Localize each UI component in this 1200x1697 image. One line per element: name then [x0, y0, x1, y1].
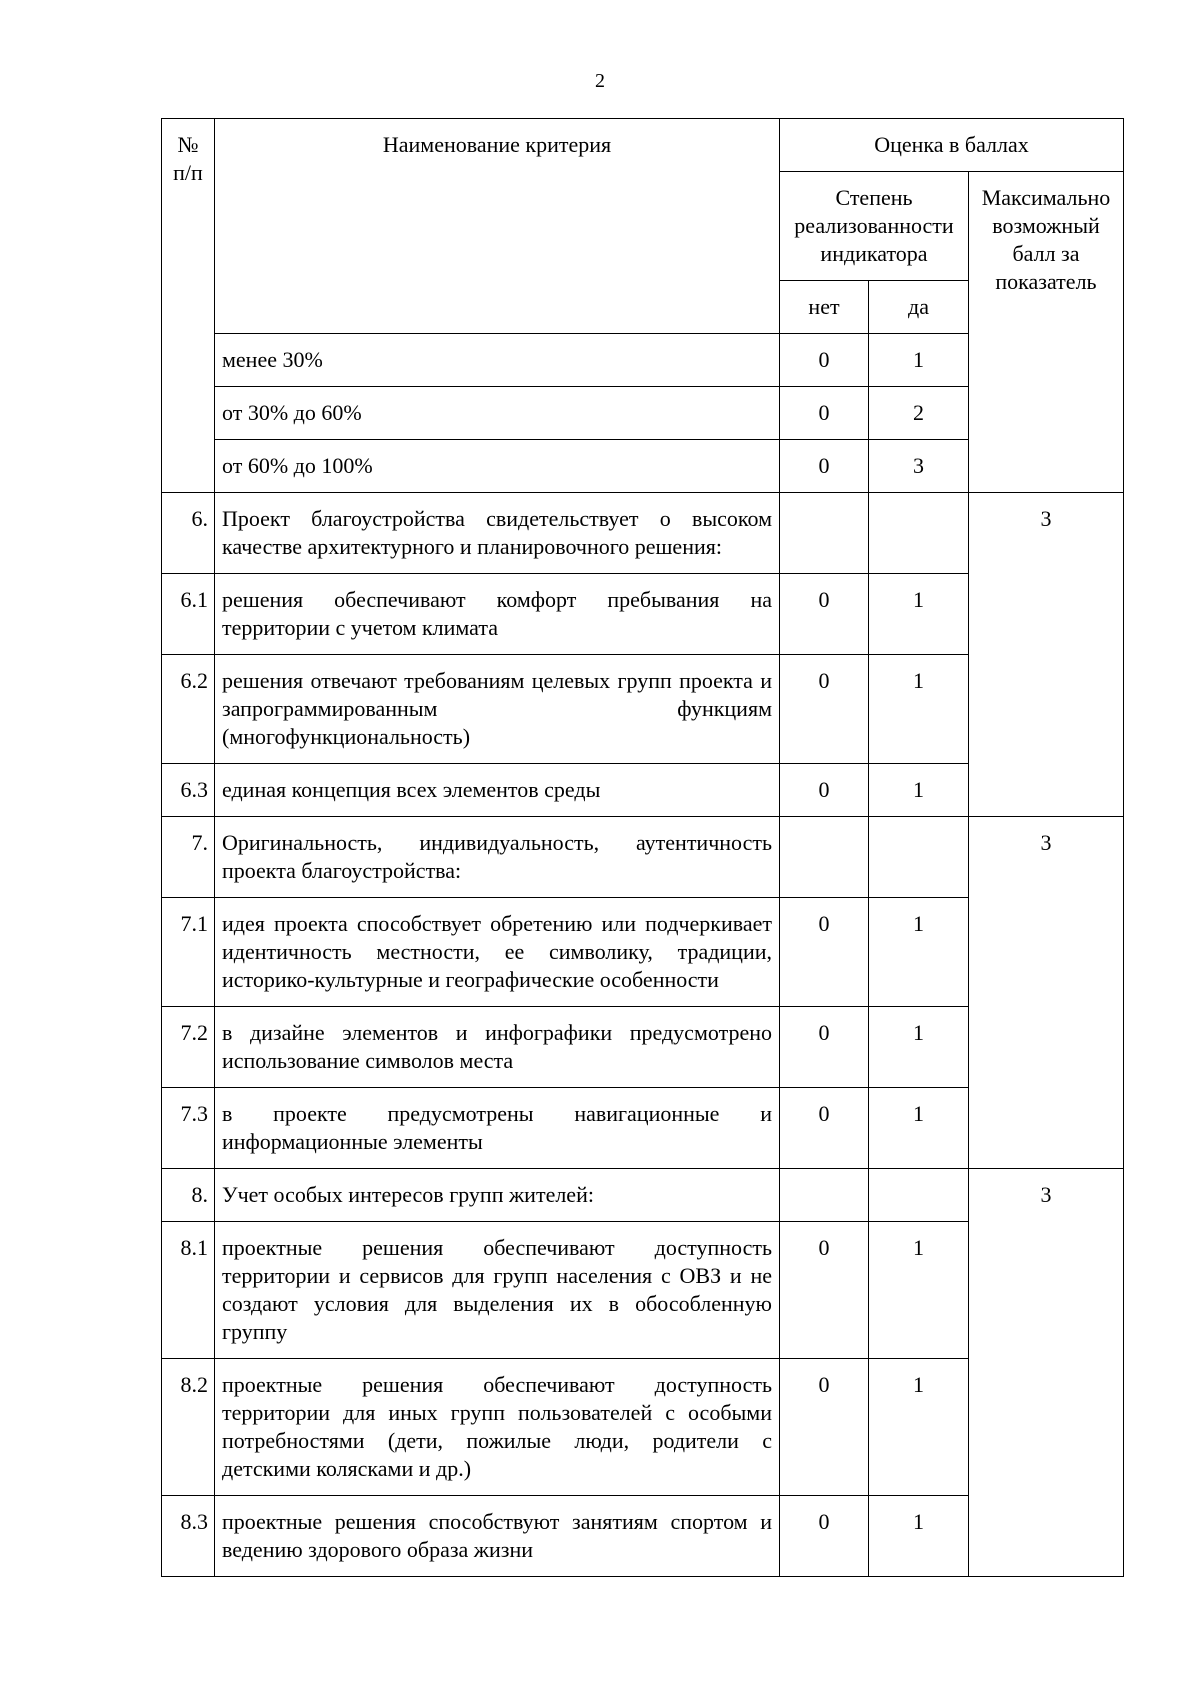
score-yes: 1	[869, 334, 969, 387]
item-num: 7.3	[162, 1088, 215, 1169]
item-num: 8.3	[162, 1496, 215, 1577]
criterion-text: решения отвечают требованиям целевых групп проекта и запрограммированным функциям (многофункциональность)	[215, 655, 780, 764]
score-yes: 3	[869, 440, 969, 493]
criterion-text: менее 30%	[215, 334, 780, 387]
criterion-text: проектные решения обеспечивают доступность территории и сервисов для групп населения с ОВЗ и не создают условия для выделения их в обособленную группу	[215, 1222, 780, 1359]
score-no: 0	[780, 1007, 869, 1088]
empty-cell	[869, 817, 969, 898]
section-title: Оригинальность, индивидуальность, аутентичность проекта благоустройства:	[215, 817, 780, 898]
criterion-text: идея проекта способствует обретению или подчеркивает идентичность местности, ее символику, традиции, историко-культурные и географические особенности	[215, 898, 780, 1007]
score-yes: 1	[869, 1088, 969, 1169]
header-score-cell	[780, 119, 1124, 172]
item-num: 8.1	[162, 1222, 215, 1359]
section-max: 3	[969, 1169, 1124, 1577]
criterion-text: единая концепция всех элементов среды	[215, 764, 780, 817]
score-yes: 1	[869, 898, 969, 1007]
item-num: 7.1	[162, 898, 215, 1007]
section-num: 7.	[162, 817, 215, 898]
section-num: 8.	[162, 1169, 215, 1222]
header-yes-cell	[869, 281, 969, 334]
score-no: 0	[780, 1222, 869, 1359]
item-num: 6.2	[162, 655, 215, 764]
header-max-cell	[969, 172, 1124, 493]
criterion-text: от 60% до 100%	[215, 440, 780, 493]
score-yes: 1	[869, 1496, 969, 1577]
empty-cell	[869, 1169, 969, 1222]
score-no: 0	[780, 764, 869, 817]
header-degree-cell	[780, 172, 969, 281]
score-yes: 1	[869, 1222, 969, 1359]
header-row	[162, 119, 1124, 172]
empty-cell	[780, 1169, 869, 1222]
criteria-table	[161, 118, 1124, 1577]
criterion-text: решения обеспечивают комфорт пребывания на территории с учетом климата	[215, 574, 780, 655]
empty-cell	[869, 493, 969, 574]
item-num: 6.3	[162, 764, 215, 817]
score-yes: 1	[869, 1359, 969, 1496]
section-row	[162, 1169, 1124, 1222]
score-yes: 1	[869, 655, 969, 764]
score-no: 0	[780, 1359, 869, 1496]
score-no: 0	[780, 387, 869, 440]
score-no: 0	[780, 440, 869, 493]
section-title: Проект благоустройства свидетельствует о высоком качестве архитектурного и планировочного решения:	[215, 493, 780, 574]
criterion-text: от 30% до 60%	[215, 387, 780, 440]
header-no-label: нет	[808, 294, 840, 319]
section-title: Учет особых интересов групп жителей:	[215, 1169, 780, 1222]
header-score-label: Оценка в баллах	[874, 132, 1029, 157]
score-no: 0	[780, 574, 869, 655]
header-criterion-label: Наименование критерия	[382, 132, 612, 157]
score-no: 0	[780, 1088, 869, 1169]
item-num: 6.1	[162, 574, 215, 655]
score-yes: 1	[869, 1007, 969, 1088]
section-max: 3	[969, 817, 1124, 1169]
criterion-text: в дизайне элементов и инфографики предусмотрено использование символов места	[215, 1007, 780, 1088]
score-yes: 2	[869, 387, 969, 440]
header-max-label: Максимально возможный балл за показатель	[981, 185, 1111, 294]
section-num: 6.	[162, 493, 215, 574]
empty-cell	[780, 817, 869, 898]
score-no: 0	[780, 1496, 869, 1577]
score-yes: 1	[869, 764, 969, 817]
score-no: 0	[780, 655, 869, 764]
score-no: 0	[780, 334, 869, 387]
header-criterion-cell	[215, 119, 780, 334]
page-number: 2	[595, 70, 605, 92]
empty-cell	[780, 493, 869, 574]
criterion-text: проектные решения обеспечивают доступность территории для иных групп пользователей с особыми потребностями (дети, пожилые люди, родители с детскими колясками и др.)	[215, 1359, 780, 1496]
score-no: 0	[780, 898, 869, 1007]
item-num: 7.2	[162, 1007, 215, 1088]
criterion-text: проектные решения способствуют занятиям спортом и ведению здорового образа жизни	[215, 1496, 780, 1577]
section-max: 3	[969, 493, 1124, 817]
score-yes: 1	[869, 574, 969, 655]
item-num: 8.2	[162, 1359, 215, 1496]
header-degree-label: Степень реализованности индикатора	[794, 185, 954, 266]
header-num-label: № п/п	[173, 132, 203, 185]
header-num-cell	[162, 119, 215, 493]
header-yes-label: да	[908, 294, 929, 319]
header-no-cell	[780, 281, 869, 334]
section-row	[162, 493, 1124, 574]
criterion-text: в проекте предусмотрены навигационные и информационные элементы	[215, 1088, 780, 1169]
section-row	[162, 817, 1124, 898]
